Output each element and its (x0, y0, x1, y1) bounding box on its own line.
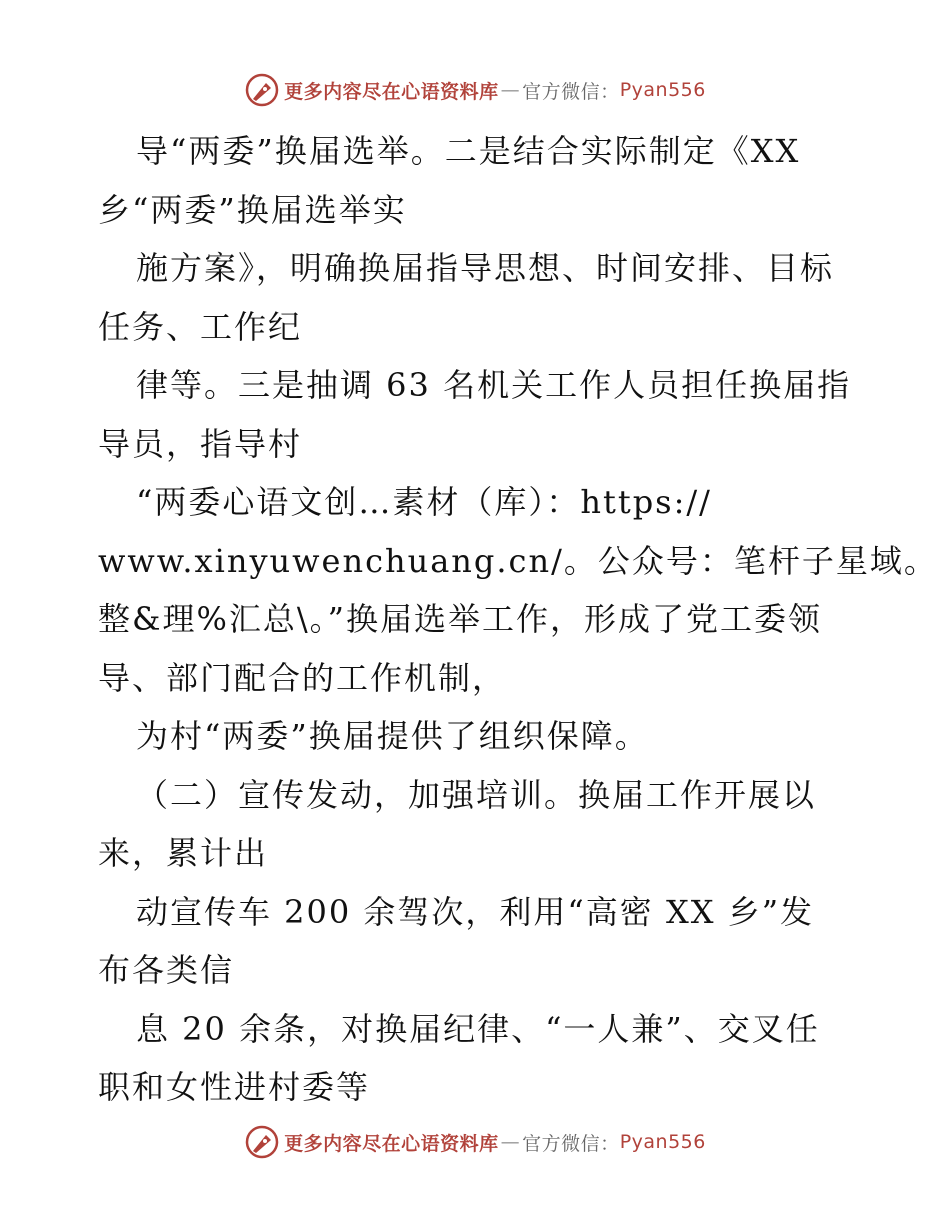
body-line: 为村“两委”换届提供了组织保障。 (136, 717, 649, 755)
body-line: 来，累计出 (98, 834, 269, 872)
footer-wechat-id: Pyan556 (619, 1131, 706, 1153)
document-body (98, 122, 938, 1117)
header-wechat-id: Pyan556 (619, 79, 706, 101)
body-line: “两委心语文创…素材（库）：https:// (136, 483, 712, 521)
header-wechat-label: 官方微信： (522, 80, 620, 103)
body-line: 导员，指导村 (98, 424, 303, 463)
pen-nib-logo-icon (244, 72, 280, 108)
body-line: 导、部门配合的工作机制， (98, 658, 507, 697)
footer-separator: — (500, 1131, 521, 1153)
body-line: 施方案》，明确换届指导思想、时间安排、目标 (136, 249, 835, 287)
body-line: 乡“两委”换届选举实 (98, 190, 407, 229)
body-line: 动宣传车 200 余驾次，利用“高密 XX 乡”发 (136, 892, 815, 931)
body-line: 息 20 余条，对换届纪律、“一人兼”、交叉任 (136, 1009, 820, 1048)
pen-nib-logo-icon (244, 1124, 280, 1160)
header-separator: — (500, 79, 521, 101)
body-line: （二）宣传发动，加强培训。换届工作开展以 (136, 775, 817, 814)
footer-brand-text: 更多内容尽在心语资料库 (284, 1132, 499, 1155)
body-line: 任务、工作纪 (98, 307, 303, 346)
body-line: 布各类信 (98, 951, 235, 989)
body-line: 律等。三是抽调 63 名机关工作人员担任换届指 (136, 366, 852, 404)
footer-wechat-label: 官方微信： (522, 1132, 620, 1155)
body-line: www.xinyuwenchuang.cn/。公众号：笔杆子星域。 (98, 541, 938, 580)
body-line: 职和女性进村委等 (98, 1068, 371, 1106)
page-footer (0, 1124, 950, 1160)
page-header (0, 72, 950, 108)
header-brand-text: 更多内容尽在心语资料库 (284, 80, 499, 103)
body-line: 导“两委”换届选举。二是结合实际制定《XX (136, 132, 801, 170)
body-line: 整&理%汇总\。”换届选举工作，形成了党工委领 (98, 600, 823, 638)
